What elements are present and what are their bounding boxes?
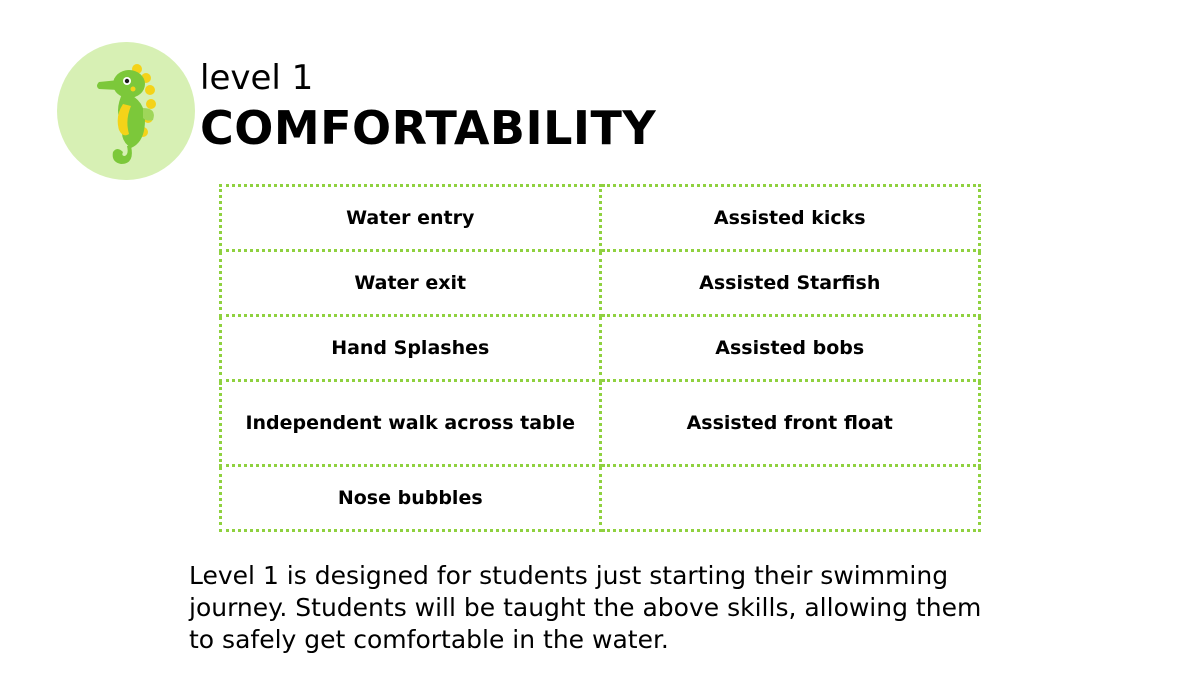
level-label: level 1: [200, 58, 314, 98]
skill-cell: Water entry: [221, 186, 601, 251]
table-row: [221, 316, 980, 381]
skill-cell: Assisted bobs: [600, 316, 980, 381]
skill-cell: Nose bubbles: [221, 466, 601, 531]
page-title: COMFORTABILITY: [200, 101, 657, 155]
level-badge: [57, 42, 195, 180]
level-description: Level 1 is designed for students just starting their swimming journey. Students will be taught the above skills, allowing them to safely get comfortable in the water.: [189, 561, 982, 654]
table-row: [221, 251, 980, 316]
skill-cell: Hand Splashes: [221, 316, 601, 381]
table-row: [221, 381, 980, 466]
skill-cell: Assisted Starfish: [600, 251, 980, 316]
table-row: [221, 186, 980, 251]
skill-cell-empty: [600, 466, 980, 531]
skill-cell: Assisted kicks: [600, 186, 980, 251]
seahorse-icon: [57, 42, 195, 180]
table-row: [221, 466, 980, 531]
skill-cell: Independent walk across table: [221, 381, 601, 466]
skill-cell: Assisted front float: [600, 381, 980, 466]
skill-cell: Water exit: [221, 251, 601, 316]
skills-table: [219, 184, 981, 532]
